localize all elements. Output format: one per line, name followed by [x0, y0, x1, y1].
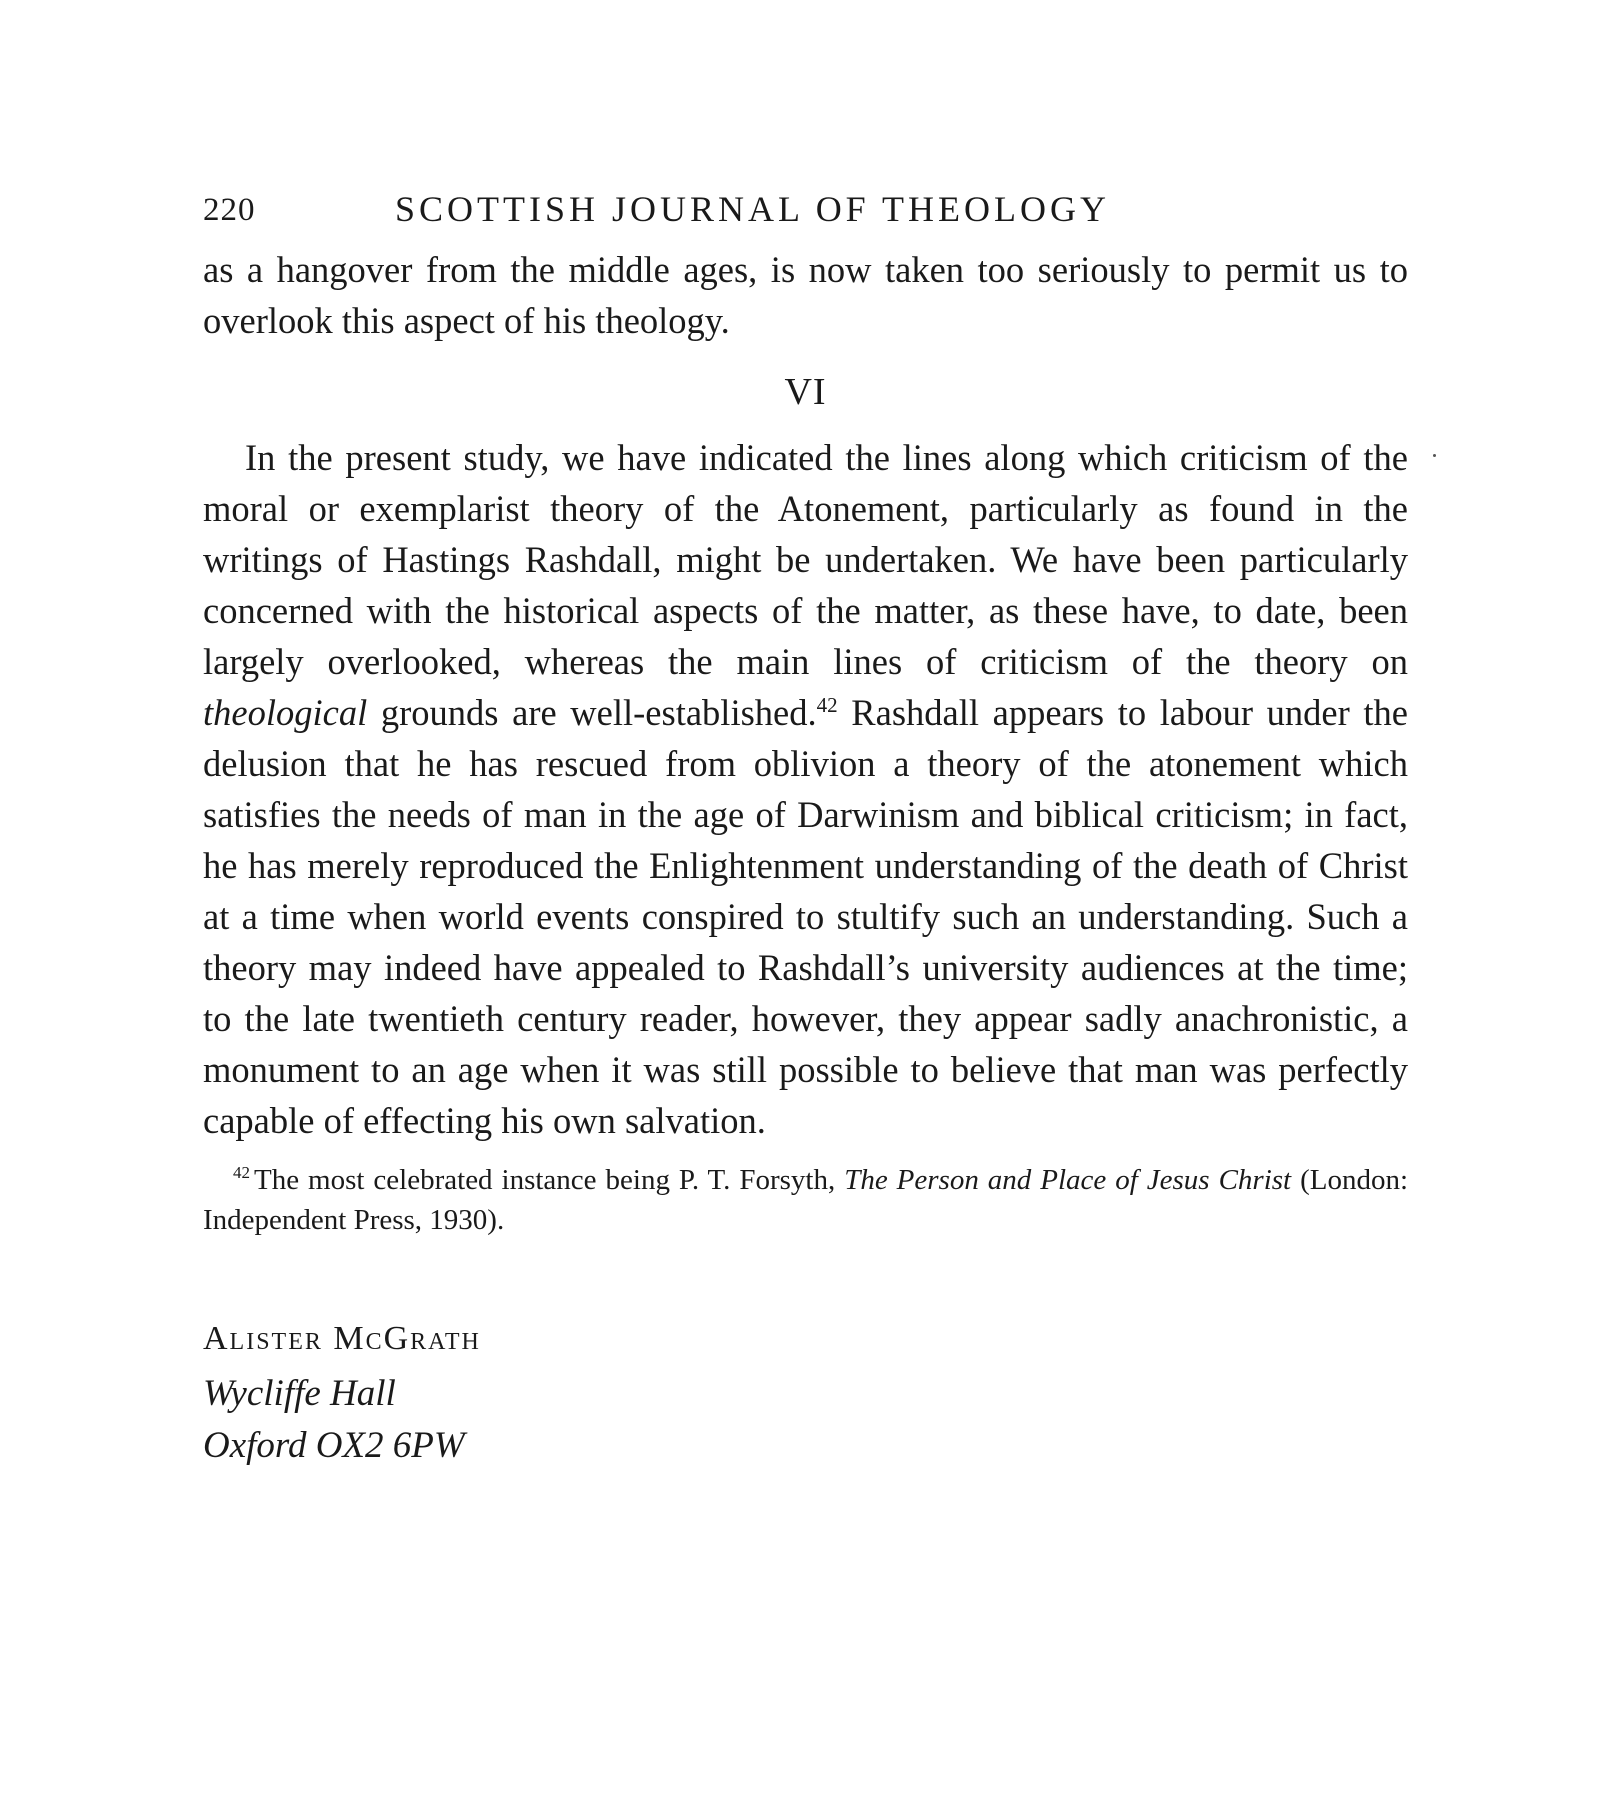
stray-dot-mark	[1433, 454, 1436, 457]
footnote-text-after: (London: Independent Press, 1930).	[203, 1164, 1409, 1236]
journal-title: SCOTTISH JOURNAL OF THEOLOGY	[395, 189, 1111, 229]
author-affiliation-line1: Wycliffe Hall	[203, 1373, 396, 1414]
footnote	[203, 1160, 1408, 1240]
main-text-part3: Rashdall appears to labour under the delusion that he has rescued from oblivion a theory of the atonement which satisfies the needs of man in the age of Darwinism and biblical criticism; in fact, he has merely reproduced the Enlightenment understanding of the death of Christ at a time when world events conspired to stultify such an understanding. Such a theory may indeed have appealed to Rashdall’s university audiences at the time; to the late twentieth century reader, however, they appear sadly anachronistic, a monument to an age when it was still possible to believe that man was perfectly capable of effecting his own salvation.	[203, 692, 1409, 1141]
main-text-part1: In the present study, we have indicated the lines along which criticism of the moral or exemplarist theory of the Atonement, particularly as found in the writings of Hastings Rashdall, might be undertaken. We have been particularly concerned with the historical aspects of the matter, as these have, to date, been largely overlooked, whereas the main lines of criticism of the theory on	[203, 437, 1408, 682]
running-head	[203, 188, 1408, 244]
section-heading: VI	[784, 371, 827, 413]
author-affiliation-line2: Oxford OX2 6PW	[203, 1425, 465, 1466]
footnote-book-title: The Person and Place of Jesus Christ	[844, 1164, 1292, 1196]
main-paragraph	[203, 432, 1408, 1146]
italic-term: theological	[203, 692, 368, 733]
author-name: Alister McGrath	[203, 1320, 481, 1357]
footnote-text-before: The most celebrated instance being P. T. Forsyth,	[254, 1164, 845, 1196]
journal-page	[203, 188, 1408, 1472]
continuation-paragraph: as a hangover from the middle ages, is now taken too seriously to permit us to overlook this aspect of his theology.	[203, 249, 1408, 341]
footnote-marker: 42	[233, 1163, 250, 1183]
page-number: 220	[203, 192, 256, 228]
footnote-reference[interactable]: 42	[816, 692, 838, 717]
author-signature	[203, 1314, 1408, 1472]
main-text-part2: grounds are well-established.	[367, 692, 817, 733]
